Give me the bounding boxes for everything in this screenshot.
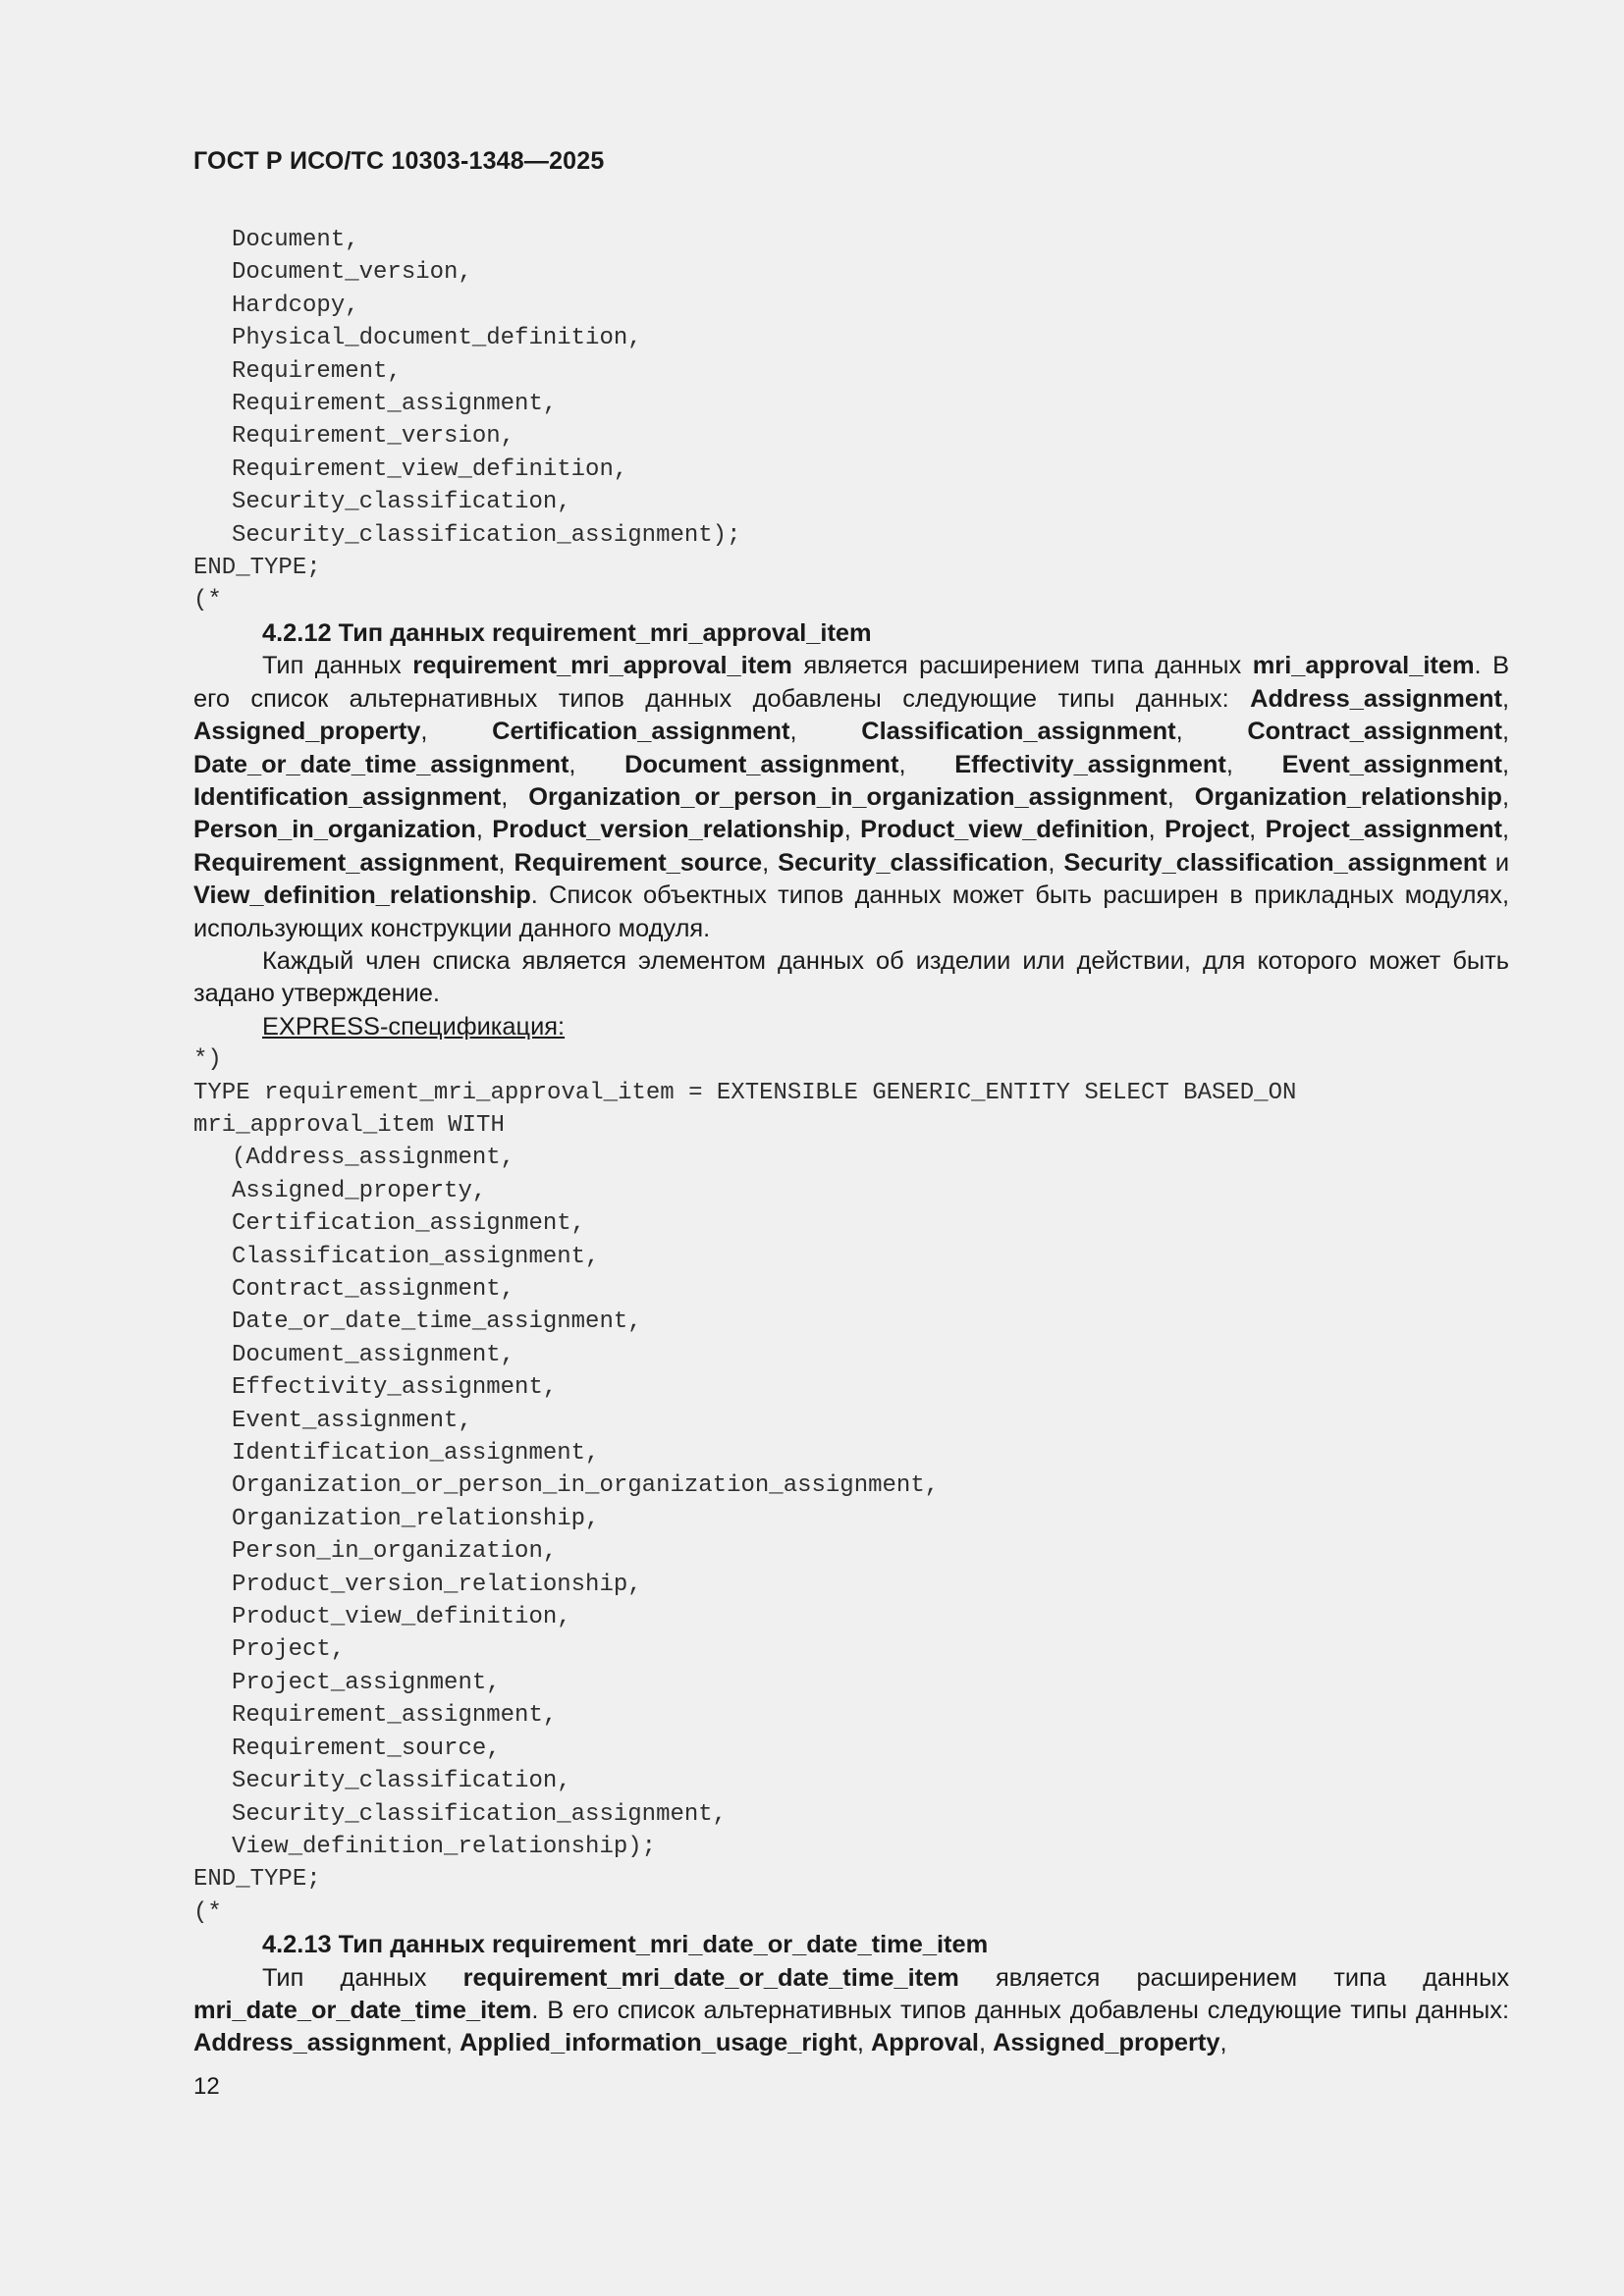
section-4-2-13 bbox=[193, 1929, 1509, 2060]
code-line: Classification_assignment, bbox=[232, 1243, 600, 1270]
code-line: Security_classification, bbox=[232, 489, 571, 516]
code-line: View_definition_relationship); bbox=[232, 1833, 657, 1860]
code-line: Project_assignment, bbox=[232, 1669, 501, 1696]
code-line: Project, bbox=[232, 1636, 346, 1664]
code-comment-open: (* bbox=[193, 587, 222, 614]
section-heading: 4.2.12 Тип данных requirement_mri_approval_item bbox=[262, 618, 872, 647]
code-line: Assigned_property, bbox=[232, 1177, 487, 1204]
code-line: Product_version_relationship, bbox=[232, 1571, 642, 1598]
code-line: Certification_assignment, bbox=[232, 1210, 586, 1238]
section-paragraph: Тип данных requirement_mri_date_or_date_time_item является расширением типа данных mri_date_or_date_time_item. В его список альтернативных типов данных добавлены следующие типы данных: Address_assignment, Applied_information_usage_right, Approval, Assigned_property, bbox=[193, 1963, 1510, 2057]
section-paragraph: Каждый член списка является элементом данных об изделии или действии, для которого может быть задано утверждение. bbox=[193, 946, 1509, 1008]
code-type-declaration: TYPE requirement_mri_approval_item = EXTENSIBLE GENERIC_ENTITY SELECT BASED_ON bbox=[193, 1079, 1297, 1106]
page-content bbox=[193, 224, 1509, 2060]
code-line: Physical_document_definition, bbox=[232, 325, 642, 352]
code-block-2 bbox=[193, 1043, 1509, 1929]
code-line: Requirement_view_definition, bbox=[232, 455, 628, 483]
code-line: Person_in_organization, bbox=[232, 1538, 558, 1566]
code-line: Security_classification, bbox=[232, 1768, 571, 1795]
code-line: Security_classification_assignment, bbox=[232, 1800, 728, 1828]
section-heading: 4.2.13 Тип данных requirement_mri_date_or_date_time_item bbox=[262, 1931, 989, 1959]
code-end-type: END_TYPE; bbox=[193, 555, 321, 582]
code-line: Requirement_source, bbox=[232, 1735, 501, 1762]
code-items bbox=[193, 1142, 1509, 1863]
express-spec-label bbox=[193, 1011, 1509, 1043]
code-line: Organization_or_person_in_organization_assignment, bbox=[232, 1472, 940, 1500]
express-spec-link[interactable]: EXPRESS-спецификация: bbox=[262, 1012, 566, 1041]
code-end-type: END_TYPE; bbox=[193, 1866, 321, 1894]
code-line: Security_classification_assignment); bbox=[232, 521, 741, 549]
code-line: Requirement_assignment, bbox=[232, 1702, 558, 1730]
code-line: Product_view_definition, bbox=[232, 1604, 571, 1631]
code-block-1 bbox=[193, 224, 1509, 617]
section-4-2-12 bbox=[193, 617, 1509, 1043]
code-line: Requirement_version, bbox=[232, 423, 515, 451]
page-number: 12 bbox=[193, 2073, 220, 2100]
code-line: Document_version, bbox=[232, 259, 472, 287]
code-comment-open: (* bbox=[193, 1898, 222, 1926]
code-line: Effectivity_assignment, bbox=[232, 1374, 558, 1402]
code-line: Requirement, bbox=[232, 357, 402, 385]
code-line: Event_assignment, bbox=[232, 1407, 472, 1434]
document-header: ГОСТ Р ИСО/ТС 10303-1348—2025 bbox=[193, 147, 605, 175]
code-items bbox=[193, 224, 1509, 552]
code-line: Organization_relationship, bbox=[232, 1505, 600, 1532]
section-paragraph: Тип данных requirement_mri_approval_item является расширением типа данных mri_approval_item. В его список альтернативных типов данных добавлены следующие типы данных: Address_assignment, Assigned_property, Certification_assignment, Classification_assignment, Contract_assignment, Date_or_date_time_assignment, Document_assignment, Effectivity_assignment, Event_assignment, Identification_assignment, Organization_or_person_in_organization_assignment, Organization_relationship, Person_in_organization, Product_version_relationship, Product_view_​definition, Project, Project_assignment, Requirement_assignment, Requirement_source, Security_​classification, Security_classification_assignment и View_definition_relationship. Список объектных типов данных может быть расширен в прикладных модулях, использующих конструкции данного модуля. bbox=[193, 652, 1510, 942]
code-line: Document, bbox=[232, 227, 359, 253]
code-line: Date_or_date_time_assignment, bbox=[232, 1308, 642, 1336]
code-line: Hardcopy, bbox=[232, 292, 359, 319]
code-line: Contract_assignment, bbox=[232, 1276, 515, 1303]
code-line: Identification_assignment, bbox=[232, 1440, 600, 1468]
code-comment-close: *) bbox=[193, 1046, 222, 1074]
code-line: Requirement_assignment, bbox=[232, 391, 558, 418]
code-line: Document_assignment, bbox=[232, 1341, 515, 1368]
code-line: (Address_assignment, bbox=[232, 1145, 515, 1172]
code-type-declaration: mri_approval_item WITH bbox=[193, 1111, 505, 1139]
